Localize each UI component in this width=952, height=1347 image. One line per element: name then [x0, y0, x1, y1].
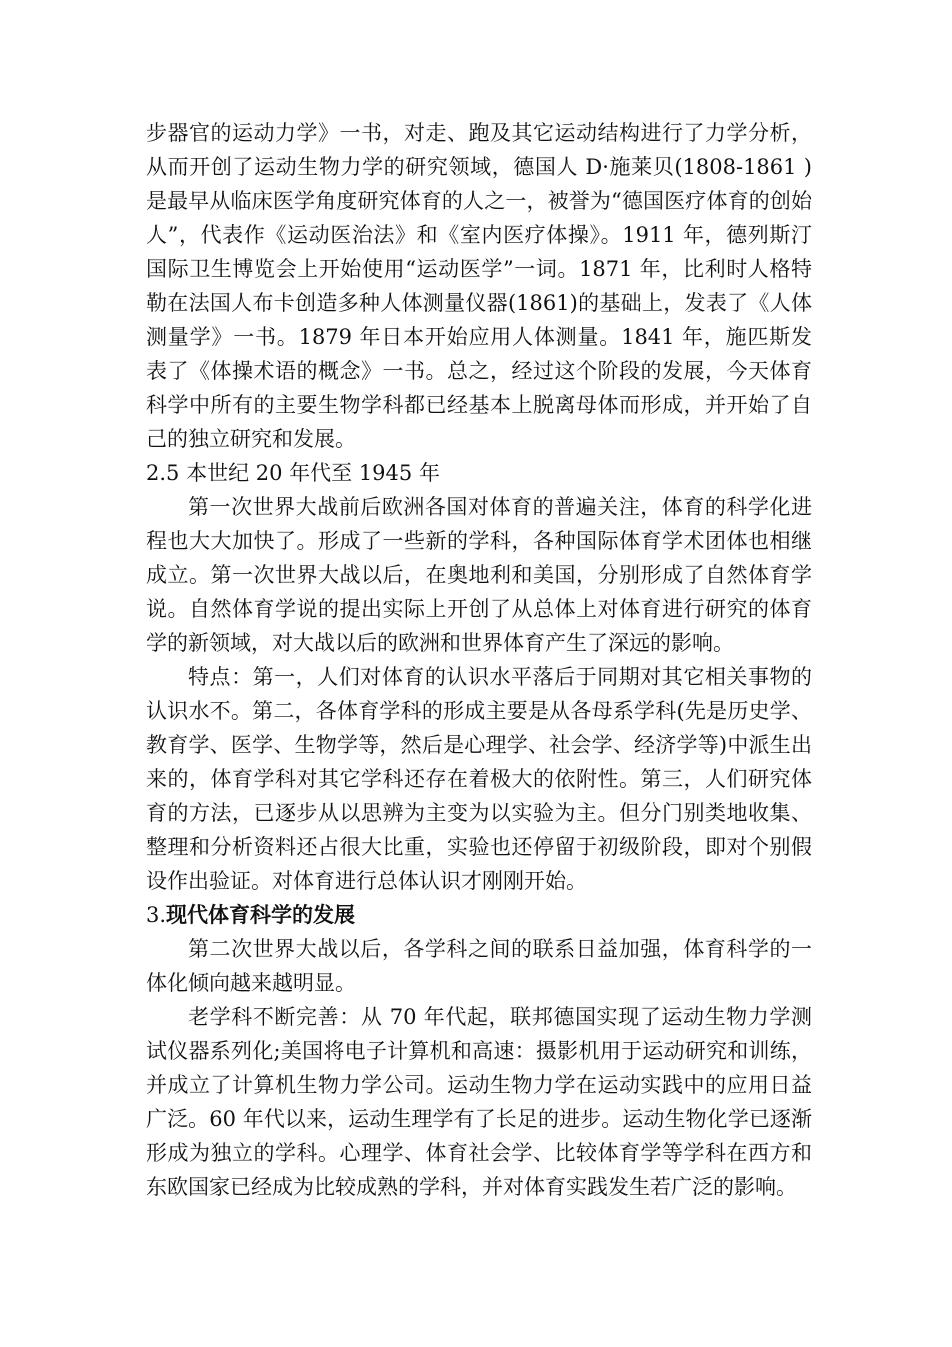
paragraph-continuation: 步器官的运动力学》一书，对走、跑及其它运动结构进行了力学分析，从而开创了运动生物力学的研究领域，德国人 D·施莱贝(1808-1861 )是最早从临床医学角度研究体育的人之一，被誉为“德国医疗体育的创始人”，代表作《运动医治法》和《室内医疗体操》。1911 年，德列斯汀国际卫生博览会上开始使用“运动医学”一词。1871 年，比利时人格特勒在法国人布卡创造多种人体测量仪器(1861)的基础上，发表了《人体测量学》一书。1879 年日本开始应用人体测量。1841 年，施匹斯发表了《体操术语的概念》一书。总之，经过这个阶段的发展，今天体育科学中所有的主要生物学科都已经基本上脱离母体而形成，并开始了自己的独立研究和发展。 — [146, 121, 812, 451]
paragraph-characteristics: 特点：第一，人们对体育的认识水平落后于同期对其它相关事物的认识水不。第二，各体育学科的形成主要是从各母系学科(先是历史学、教育学、医学、生物学等，然后是心理学、社会学、经济学等)中派生出来的，体育学科对其它学科还存在着极大的依附性。第三，人们研究体育的方法，已逐步从以思辨为主变为以实验为主。但分门别类地收集、整理和分析资料还占很大比重，实验也还停留于初级阶段，即对个别假设作出验证。对体育进行总体认识才刚刚开始。 — [146, 665, 812, 893]
section-heading-2-5: 2.5 本世纪 20 年代至 1945 年 — [146, 461, 440, 485]
section-heading-3 — [146, 898, 812, 932]
paragraph-ww1-era: 第一次世界大战前后欧洲各国对体育的普遍关注，体育的科学化进程也大大加快了。形成了一些新的学科，各种国际体育学术团体也相继成立。第一次世界大战以后，在奥地利和美国，分别形成了自然体育学说。自然体育学说的提出实际上开创了从总体上对体育进行研究的体育学的新领域，对大战以后的欧洲和世界体育产生了深远的影响。 — [146, 495, 812, 655]
section-heading-3-title: 现代体育科学的发展 — [166, 902, 356, 927]
section-heading-3-number: 3. — [146, 903, 167, 927]
document-body — [146, 116, 812, 1204]
paragraph-old-disciplines: 老学科不断完善：从 70 年代起，联邦德国实现了运动生物力学测试仪器系列化;美国将电子计算机和高速：摄影机用于运动研究和训练，并成立了计算机生物力学公司。运动生物力学在运动实践中的应用日益广泛。60 年代以来，运动生理学有了长足的进步。运动生物化学已逐渐形成为独立的学科。心理学、体育社会学、比较体育学等学科在西方和东欧国家已经成为比较成熟的学科，并对体育实践发生若广泛的影响。 — [146, 1005, 812, 1199]
paragraph-post-ww2: 第二次世界大战以后，各学科之间的联系日益加强，体育科学的一体化倾向越来越明显。 — [146, 937, 812, 995]
